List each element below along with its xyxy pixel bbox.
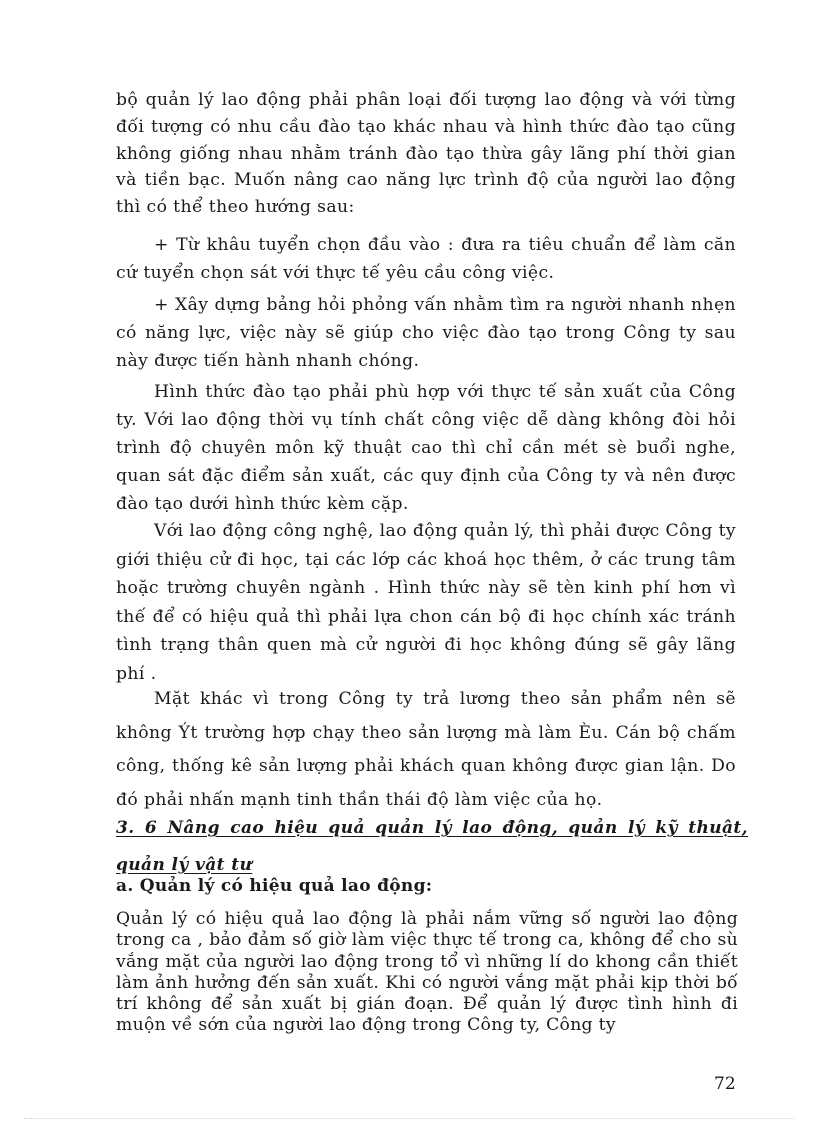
page-number: 72 bbox=[714, 1074, 736, 1094]
paragraph-recruitment-input: + Từ khâu tuyển chọn đầu vào : đưa ra tiêu chuẩn để làm căn cứ tuyển chọn sát với thực tế yêu cầu công việc. bbox=[116, 235, 736, 283]
section-heading bbox=[116, 810, 748, 884]
section-heading-text: 3. 6 Nâng cao hiệu quả quản lý lao động, quản lý kỹ thuật, quản lý vật tư bbox=[116, 818, 748, 875]
sub-heading: a. Quản lý có hiệu quả lao động: bbox=[116, 876, 433, 896]
paragraph-training-form: Hình thức đào tạo phải phù hợp với thực tế sản xuất của Công ty. Với lao động thời vụ tính chất công việc dễ dàng không đòi hỏi trình độ chuyên môn kỹ thuật cao thì chỉ cần mét sè buổi nghe, quan sát đặc điểm sản xuất, các quy định của Công ty và nên được đào tạo dưới hình thức kèm cặp. bbox=[116, 382, 736, 514]
paragraph-piece-rate-wages: Mặt khác vì trong Công ty trả lương theo sản phẩm nên sẽ không Ýt trường hợp chạy theo sản lượng mà làm Èu. Cán bộ chấm công, thống kê sản lượng phải khách quan không được gian lận. Do đó phải nhấn mạnh tinh thần thái độ làm việc của họ. bbox=[116, 689, 736, 810]
paragraph-labor-management: Quản lý có hiệu quả lao động là phải nắm vững số người lao động trong ca , bảo đảm số giờ làm việc thực tế trong ca, không để cho sù vắng mặt của người lao động trong tổ vì những lí do khong cần thiết làm ảnh hưởng đến sản xuất. Khi có người vắng mặt phải kịp thời bố trí không để sản xuất bị gián đoạn. Để quản lý được tình hình đi muộn về sớn của người lao động trong Công ty, Công ty bbox=[116, 909, 738, 1036]
footer-divider bbox=[24, 1118, 794, 1119]
paragraph-training-classification: bộ quản lý lao động phải phân loại đối tượng lao động và với từng đối tượng có nhu cầu đào tạo khác nhau và hình thức đào tạo cũng không giống nhau nhằm tránh đào tạo thừa gây lãng phí thời gian và tiền bạc. Muốn nâng cao năng lực trình độ của người lao động thì có thể theo hướng sau: bbox=[116, 90, 736, 218]
paragraph-interview-questionnaire: + Xây dựng bảng hỏi phỏng vấn nhằm tìm ra người nhanh nhẹn có năng lực, việc này sẽ giúp cho việc đào tạo trong Công ty sau này được tiến hành nhanh chóng. bbox=[116, 295, 736, 371]
paragraph-technical-staff-training: Với lao động công nghệ, lao động quản lý, thì phải được Công ty giới thiệu cử đi học, tại các lớp các khoá học thêm, ở các trung tâm hoặc trường chuyên ngành . Hình thức này sẽ tèn kinh phí hơn vì thế để có hiệu quả thì phải lựa chon cán bộ đi học chính xác tránh tình trạng thân quen mà cử người đi học không đúng sẽ gây lãng phí . bbox=[116, 521, 736, 684]
